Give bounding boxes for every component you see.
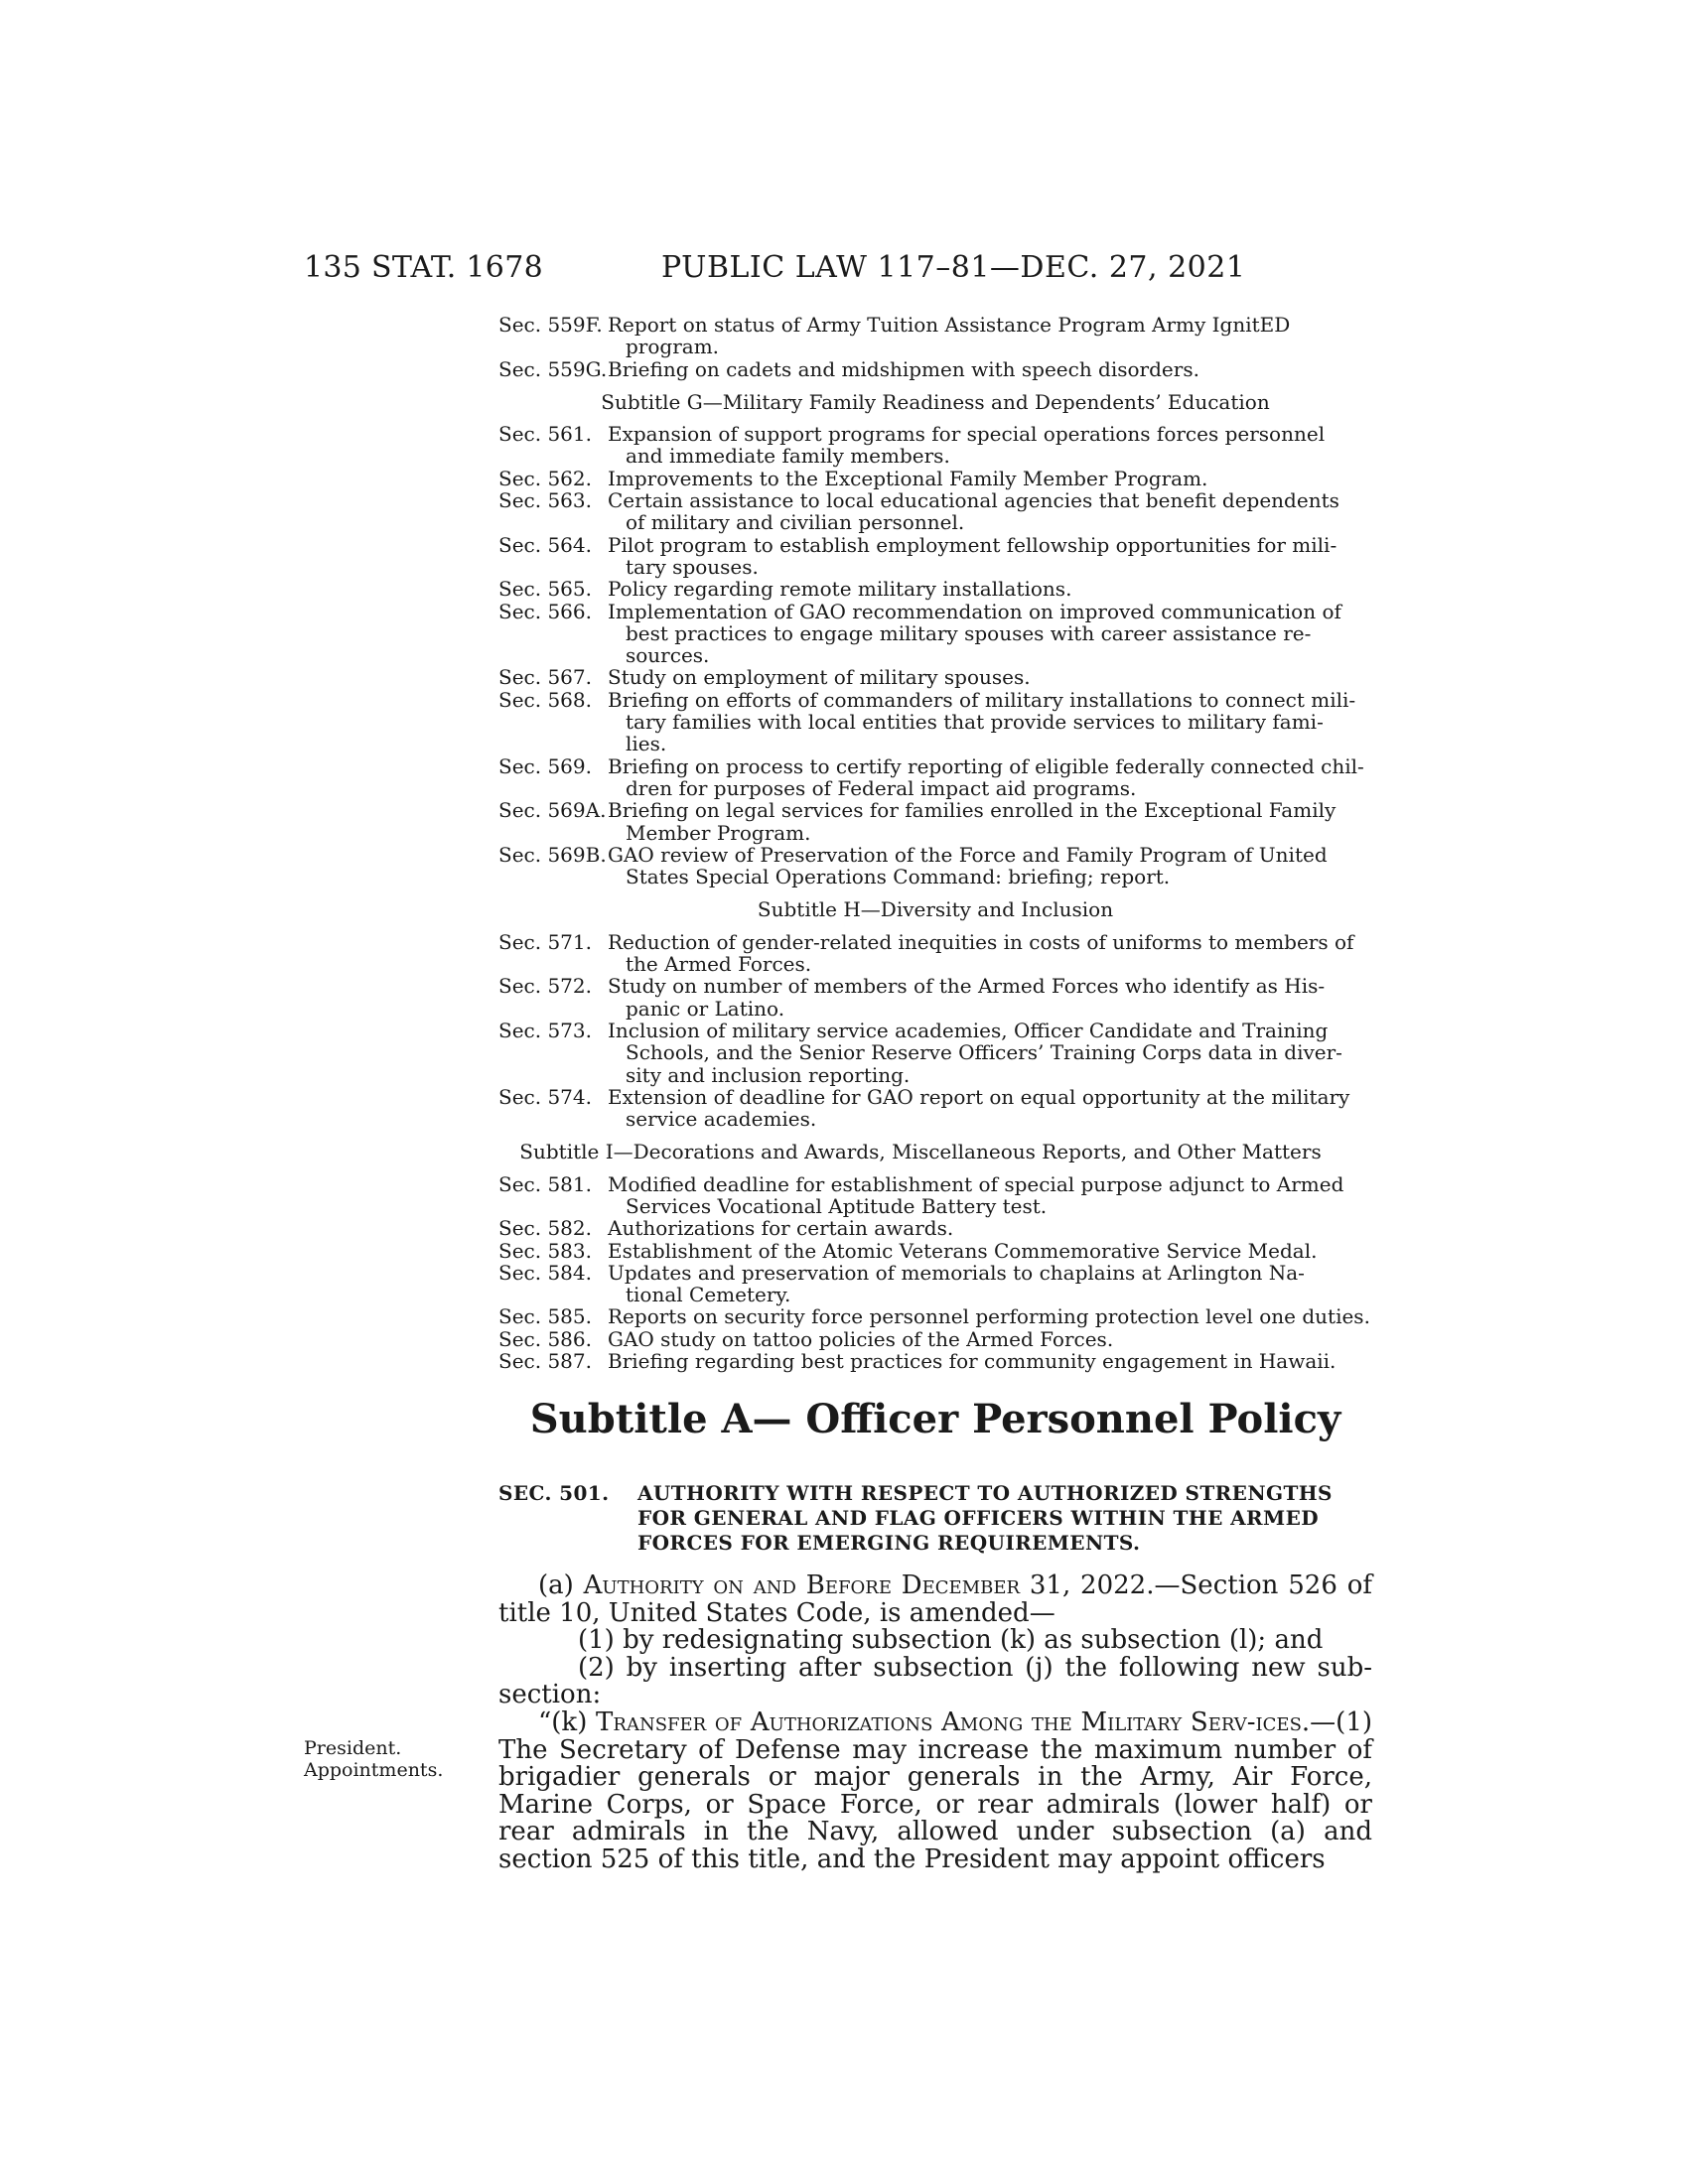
toc-section-number: Sec. 574. (498, 1084, 592, 1109)
toc-section-title: Extension of deadline for GAO report on equal opportunity at the military service academies. (608, 1084, 1350, 1132)
toc-section-number: Sec. 583. (498, 1238, 592, 1263)
toc-section-title: Study on employment of military spouses. (608, 665, 1031, 690)
toc-section-title: Updates and preservation of memorials to chaplains at Arlington Na- tional Cemetery. (608, 1260, 1305, 1307)
toc-section-number: Sec. 564. (498, 532, 592, 557)
toc-section-title: Improvements to the Exceptional Family Member Program. (608, 466, 1208, 490)
table-of-contents (498, 314, 1372, 1372)
toc-section-title: Implementation of GAO recommendation on improved communication of best practices to engage military spouses with career assistance re- sources. (608, 599, 1341, 668)
paragraph-1: (1) by redesignating subsection (k) as subsection (l); and (578, 1625, 1324, 1656)
toc-section-number: Sec. 569B. (498, 842, 607, 867)
toc-section-title: Establishment of the Atomic Veterans Commemorative Service Medal. (608, 1238, 1318, 1263)
paragraph-k-heading: Transfer of Authorizations Among the Military Serv-ices (596, 1706, 1302, 1737)
toc-section-number: Sec. 568. (498, 687, 592, 712)
section-501-heading (498, 1481, 1372, 1556)
toc-section-number: Sec. 571. (498, 929, 592, 954)
toc-section-title: Policy regarding remote military installations. (608, 577, 1072, 602)
toc-item (498, 578, 1372, 600)
toc-item (498, 1020, 1372, 1086)
toc-item (498, 1328, 1372, 1350)
toc-section-title: Report on status of Army Tuition Assistance Program Army IgnitED program. (608, 313, 1291, 359)
toc-section-number: Sec. 561. (498, 422, 592, 447)
toc-section-number: Sec. 573. (498, 1018, 592, 1042)
toc-section-number: Sec. 565. (498, 577, 592, 602)
paragraph-2: (2) by inserting after subsection (j) the following new sub-section: (498, 1652, 1372, 1710)
toc-item (498, 534, 1372, 579)
paragraph-a-heading: Authority on and Before December 31, 2022 (583, 1570, 1147, 1600)
toc-section-title: Reduction of gender-related inequities in costs of uniforms to members of the Armed Forces. (608, 929, 1354, 977)
toc-section-number: Sec. 562. (498, 466, 592, 490)
paragraph-k: “(k) Transfer of Authorizations Among the Military Serv-ices.—(1) The Secretary of Defense may increase the maximum number of brigadier generals or major generals in the Army, Air Force, Marine Corps, or Space Force, or rear admirals (lower half) or rear admirals in the Navy, allowed under subsection (a) and section 525 of this title, and the President may appoint officers (498, 1706, 1372, 1874)
toc-section-number: Sec. 563. (498, 488, 592, 513)
toc-section-title: Briefing on cadets and midshipmen with speech disorders. (608, 356, 1199, 381)
toc-item (498, 601, 1372, 667)
section-501-line3: FORCES FOR EMERGING REQUIREMENTS. (637, 1531, 1141, 1555)
toc-section-title: Briefing on efforts of commanders of military installations to connect mili- tary families with local entities that provide services to military fami- lies. (608, 687, 1356, 756)
page-header (304, 250, 1376, 290)
toc-item (498, 1350, 1372, 1372)
toc-item (498, 468, 1372, 489)
toc-section-number: Sec. 572. (498, 974, 592, 999)
toc-item (498, 689, 1372, 755)
subtitle-i-heading: Subtitle I—Decorations and Awards, Miscellaneous Reports, and Other Matters (519, 1140, 1322, 1164)
toc-section-title: Certain assistance to local educational agencies that benefit dependents of military and civilian personnel. (608, 488, 1339, 535)
toc-item (498, 1217, 1372, 1239)
margin-note-appointments: Appointments. (304, 1759, 444, 1781)
toc-section-title: Briefing regarding best practices for community engagement in Hawaii. (608, 1349, 1336, 1374)
toc-section-title: Expansion of support programs for special operations forces personnel and immediate family members. (608, 422, 1326, 469)
toc-item (498, 1305, 1372, 1327)
toc-section-title: Briefing on process to certify reporting of eligible federally connected chil- dren for purposes of Federal impact aid programs. (608, 753, 1364, 800)
toc-item (498, 1262, 1372, 1306)
toc-item (498, 423, 1372, 468)
toc-section-number: Sec. 585. (498, 1304, 592, 1329)
toc-section-number: Sec. 586. (498, 1326, 592, 1351)
toc-item (498, 1086, 1372, 1131)
toc-section-title: Pilot program to establish employment fellowship opportunities for mili- tary spouses. (608, 532, 1337, 579)
toc-item (498, 314, 1372, 358)
toc-item (498, 975, 1372, 1020)
section-501-body (498, 1572, 1372, 1874)
toc-section-number: Sec. 566. (498, 599, 592, 623)
section-501-line1: SEC. 501. AUTHORITY WITH RESPECT TO AUTHORIZED STRENGTHS (498, 1481, 1333, 1505)
toc-item (498, 799, 1372, 844)
toc-section-number: Sec. 584. (498, 1260, 592, 1285)
toc-section-title: Inclusion of military service academies, Officer Candidate and Training Schools, and the Senior Reserve Officers’ Training Corps data in diver- sity and inclusion reporting. (608, 1018, 1342, 1087)
toc-section-title: GAO review of Preservation of the Force and Family Program of United States Special Operations Command: briefing; report. (608, 842, 1328, 889)
toc-item (498, 1173, 1372, 1218)
toc-item (498, 666, 1372, 688)
toc-section-number: Sec. 559G. (498, 356, 608, 381)
toc-item (498, 931, 1372, 976)
toc-section-title: Authorizations for certain awards. (608, 1216, 954, 1241)
section-501-line2: FOR GENERAL AND FLAG OFFICERS WITHIN THE ARMED (637, 1506, 1319, 1530)
toc-item (498, 358, 1372, 380)
toc-item (498, 489, 1372, 534)
subtitle-a-heading: Subtitle A— Officer Personnel Policy (529, 1396, 1341, 1442)
subtitle-h-heading: Subtitle H—Diversity and Inclusion (757, 897, 1114, 922)
toc-section-number: Sec. 559F. (498, 313, 603, 337)
margin-note-president: President. (304, 1737, 402, 1759)
toc-section-title: GAO study on tattoo policies of the Armed Forces. (608, 1326, 1114, 1351)
toc-section-number: Sec. 569A. (498, 798, 607, 823)
paragraph-a: (a) Authority on and Before December 31, 2022.—Section 526 of title 10, United States Code, is amended— (498, 1570, 1372, 1628)
stat-page-number: 135 STAT. 1678 (304, 250, 543, 285)
toc-section-title: Reports on security force personnel performing protection level one duties. (608, 1304, 1370, 1329)
toc-section-number: Sec. 567. (498, 665, 592, 690)
toc-section-number: Sec. 582. (498, 1216, 592, 1241)
public-law-title: PUBLIC LAW 117–81—DEC. 27, 2021 (661, 250, 1246, 285)
toc-item (498, 1240, 1372, 1262)
toc-item (498, 844, 1372, 888)
toc-section-number: Sec. 581. (498, 1171, 592, 1196)
toc-section-number: Sec. 587. (498, 1349, 592, 1374)
toc-section-title: Briefing on legal services for families enrolled in the Exceptional Family Member Program. (608, 798, 1336, 845)
toc-section-title: Study on number of members of the Armed Forces who identify as His- panic or Latino. (608, 974, 1326, 1021)
toc-section-number: Sec. 569. (498, 753, 592, 778)
toc-section-title: Modified deadline for establishment of special purpose adjunct to Armed Services Vocational Aptitude Battery test. (608, 1171, 1344, 1218)
section-501-number: SEC. 501. (498, 1481, 610, 1505)
margin-note (304, 1737, 443, 1781)
toc-item (498, 755, 1372, 800)
subtitle-g-heading: Subtitle G—Military Family Readiness and Dependents’ Education (601, 389, 1270, 414)
